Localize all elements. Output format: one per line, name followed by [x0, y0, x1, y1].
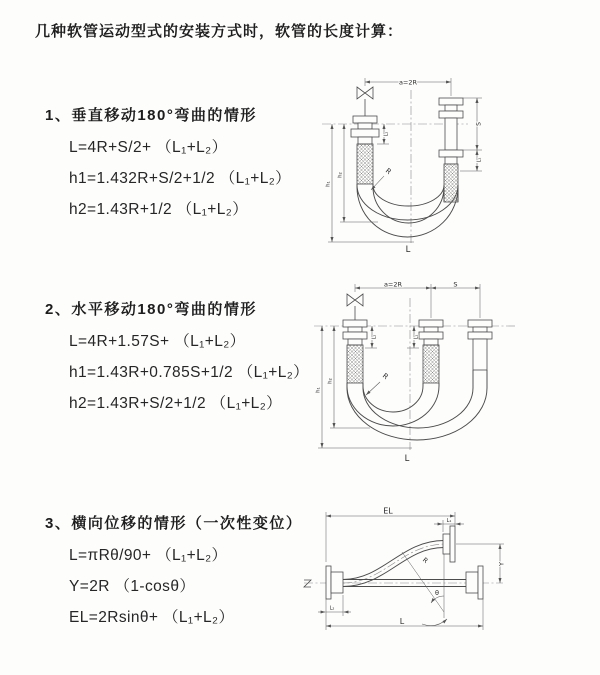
construction-lines [399, 550, 447, 626]
dim-label-radius-r: R [380, 371, 390, 382]
formula: L=4R+S/2+ （L₁+L₂） [69, 139, 228, 156]
formula: EL=2Rsinθ+ （L₁+L₂） [69, 609, 235, 626]
dim-label-height-h1: h₁ [325, 181, 332, 187]
dim-label-angle-theta: θ [435, 589, 439, 597]
dim-label-length-l: L [399, 617, 405, 626]
right-flange-fitting-two-positions [439, 98, 463, 202]
dim-label-height-h1: h₁ [315, 387, 322, 393]
dimension-lines [318, 507, 506, 631]
dim-label-extended-length-el: EL [383, 506, 393, 516]
shutoff-valve-icon [347, 294, 363, 320]
dim-label-radius-r: R [420, 555, 430, 565]
section-3-formulas [45, 540, 302, 633]
page-title: 几种软管运动型式的安装方式时，软管的长度计算： [35, 23, 404, 40]
section-1-heading: 1、垂直移动180°弯曲的情形 [45, 107, 257, 124]
formula: h1=1.43R+0.785S+1/2 （L₁+L₂） [69, 364, 310, 381]
section-horizontal-movement [45, 298, 309, 419]
section-2-formulas [45, 326, 309, 419]
dim-label-fitting-l2: L₂ [383, 131, 390, 137]
right-flange-fitting-original-position [466, 566, 483, 599]
section-3-heading: 3、横向位移的情形（一次性变位） [45, 515, 303, 532]
dim-label-length-l: L [405, 245, 411, 255]
shutoff-valve-icon [357, 87, 373, 116]
formula: L=πRθ/90+ （L₁+L₂） [69, 547, 228, 564]
hose-bend-curves [357, 184, 458, 237]
section-vertical-movement [45, 104, 291, 225]
lateral-displacement-diagram [298, 500, 590, 642]
left-flange-fitting [351, 116, 379, 184]
formula: L=4R+1.57S+ （L₁+L₂） [69, 333, 246, 350]
dim-label-fitting-l2: L₂ [371, 334, 378, 340]
dim-label-height-h2: h₂ [337, 172, 344, 178]
dim-label-length-l: L [404, 454, 410, 464]
formula: h2=1.43R+1/2 （L₁+L₂） [69, 201, 249, 218]
dimension-lines [316, 281, 481, 465]
formula: h2=1.43R+S/2+1/2 （L₁+L₂） [69, 395, 283, 412]
middle-flange-fitting [419, 320, 443, 383]
centerline-break-mark [304, 580, 311, 587]
left-flange-fitting [343, 320, 367, 383]
vertical-movement-180-bend-diagram [316, 72, 590, 256]
upper-flange-fitting-displaced-position [443, 526, 455, 562]
formula: h1=1.432R+S/2+1/2 （L₁+L₂） [69, 170, 292, 187]
dim-label-fitting-l1: L₁ [446, 518, 452, 524]
dim-label-radius-r: R [383, 166, 393, 177]
formula: Y=2R （1-cosθ） [69, 578, 196, 595]
dim-label-fitting-l1: L₁ [476, 157, 483, 163]
section-2-heading: 2、水平移动180°弯曲的情形 [45, 301, 257, 318]
section-lateral-displacement [45, 512, 302, 633]
right-flange-fitting-moved-position [468, 320, 492, 370]
dim-label-stroke-s: S [475, 122, 483, 126]
dim-label-span-a2r: a=2R [383, 280, 403, 289]
dim-label-span-a2r: a=2R [398, 78, 418, 87]
hose-bend-curves [347, 370, 487, 440]
dim-label-offset-y: Y [497, 562, 506, 566]
left-flange-fitting [326, 566, 343, 599]
dim-label-fitting-l1: L₁ [413, 334, 420, 340]
horizontal-movement-180-bend-diagram [310, 278, 590, 466]
dim-label-height-h2: h₂ [327, 378, 334, 384]
dim-label-stroke-s: S [453, 280, 458, 289]
dim-label-fitting-l2: L₂ [329, 605, 335, 612]
section-1-formulas [45, 132, 291, 225]
